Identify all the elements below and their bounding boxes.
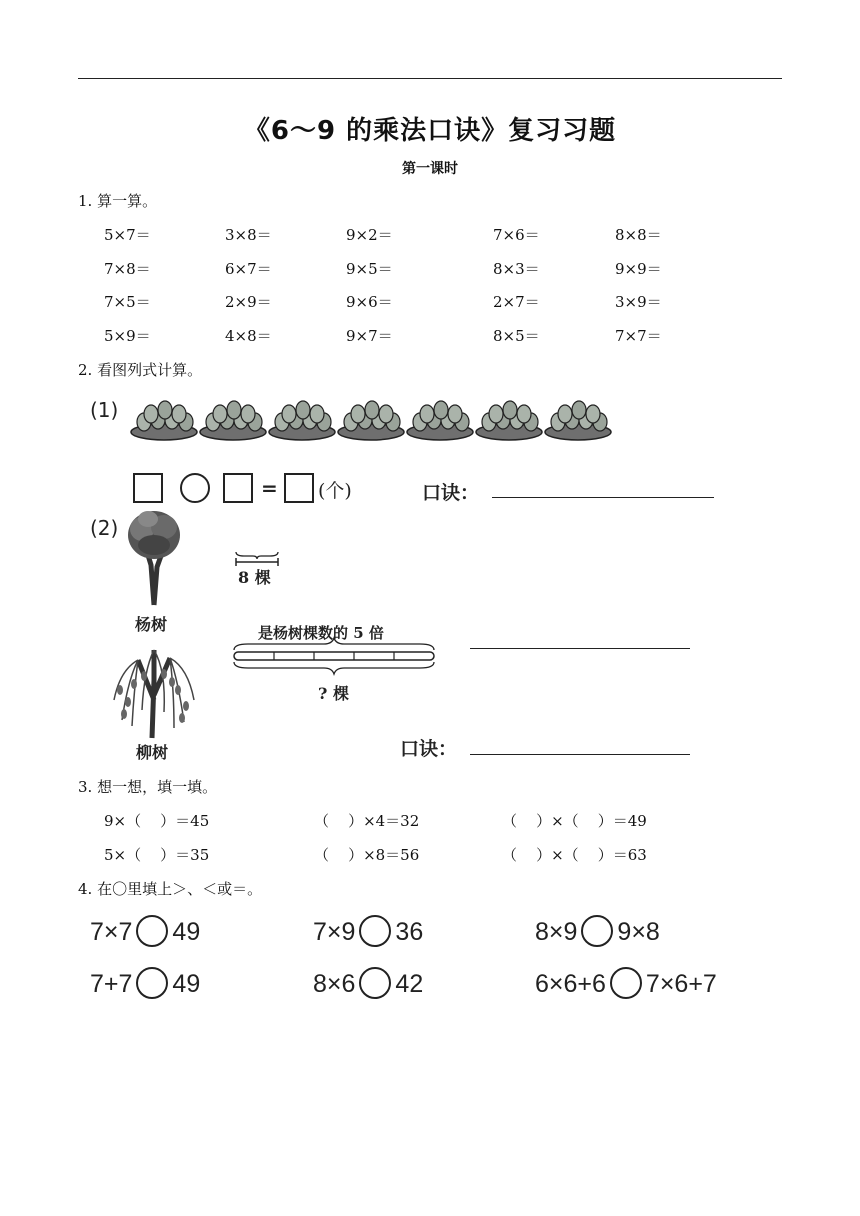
q4-left-expression: 7×7 — [90, 918, 133, 946]
q1-item: 2×9＝ — [225, 293, 272, 311]
operator-circle[interactable] — [180, 473, 210, 503]
q1-item: 4×8＝ — [225, 327, 272, 345]
pear — [586, 405, 600, 423]
poplar-label: 杨树 — [135, 615, 168, 634]
unit-label: (个) — [318, 480, 352, 502]
q4-left-expression: 8×9 — [535, 918, 578, 946]
pear — [489, 405, 503, 423]
unknown-count-label: ? 棵 — [318, 684, 349, 703]
q2-heading: 2. 看图列式计算。 — [78, 361, 203, 379]
compare-circle[interactable] — [136, 915, 168, 947]
pear — [420, 405, 434, 423]
q4-right-expression: 42 — [395, 970, 424, 998]
q1-item: 3×9＝ — [615, 293, 662, 311]
q4-right-expression: 7×6+7 — [645, 970, 717, 998]
pear — [365, 401, 379, 419]
pear — [434, 401, 448, 419]
q4-comparison — [535, 918, 660, 947]
pear — [296, 401, 310, 419]
q4-comparison — [313, 918, 423, 947]
pear — [558, 405, 572, 423]
compare-circle[interactable] — [359, 915, 391, 947]
pear — [282, 405, 296, 423]
q4-comparison — [90, 918, 200, 947]
pear — [572, 401, 586, 419]
q4-left-expression: 7+7 — [90, 970, 133, 998]
q4-left-expression: 7×9 — [313, 918, 356, 946]
q1-item: 5×9＝ — [104, 327, 151, 345]
pear — [448, 405, 462, 423]
header-rule — [78, 78, 782, 79]
q1-item: 3×8＝ — [225, 226, 272, 244]
q1-item: 7×8＝ — [104, 260, 151, 278]
q3-heading: 3. 想一想，填一填。 — [78, 778, 218, 796]
q4-right-expression: 36 — [395, 918, 424, 946]
pear — [227, 401, 241, 419]
q4-comparison — [535, 970, 717, 999]
page-title: 《6～9 的乘法口诀》复习习题 — [243, 116, 617, 146]
q1-item: 8×8＝ — [615, 226, 662, 244]
pear — [158, 401, 172, 419]
compare-circle[interactable] — [359, 967, 391, 999]
q4-right-expression: 49 — [172, 970, 201, 998]
q1-item: 9×5＝ — [346, 260, 393, 278]
q4-left-expression: 8×6 — [313, 970, 356, 998]
page-subtitle: 第一课时 — [402, 161, 458, 177]
poplar-tree-icon — [118, 505, 190, 615]
rhyme-label-1: 口诀： — [422, 482, 480, 504]
q3-item[interactable]: （ ）×4＝32 — [314, 812, 420, 830]
pear — [310, 405, 324, 423]
q1-item: 7×6＝ — [493, 226, 540, 244]
relation-label: 是杨树棵数的 5 倍 — [258, 624, 384, 642]
compare-circle[interactable] — [136, 967, 168, 999]
equals-sign: = — [261, 476, 278, 500]
plates-group — [131, 401, 611, 440]
poplar-count-label: 8 棵 — [238, 568, 271, 587]
pear — [351, 405, 365, 423]
pear — [144, 405, 158, 423]
q3-item[interactable]: 5×（ ）＝35 — [104, 846, 210, 864]
q1-item: 9×6＝ — [346, 293, 393, 311]
compare-circle[interactable] — [610, 967, 642, 999]
answer-box-1[interactable] — [133, 473, 163, 503]
q1-item: 8×5＝ — [493, 327, 540, 345]
q4-left-expression: 6×6+6 — [535, 970, 606, 998]
rhyme-answer-line-1[interactable] — [492, 497, 714, 498]
q1-item: 9×9＝ — [615, 260, 662, 278]
q1-item: 9×2＝ — [346, 226, 393, 244]
rhyme-answer-line-2[interactable] — [470, 754, 690, 755]
answer-box-3[interactable] — [284, 473, 314, 503]
compare-circle[interactable] — [581, 915, 613, 947]
pear — [172, 405, 186, 423]
q1-item: 5×7＝ — [104, 226, 151, 244]
q4-heading: 4. 在〇里填上＞、＜或＝。 — [78, 880, 263, 898]
q4-comparison — [90, 970, 200, 999]
pear — [517, 405, 531, 423]
q3-item[interactable]: （ ）×8＝56 — [314, 846, 420, 864]
equation-answer-line[interactable] — [470, 648, 690, 649]
q4-right-expression: 9×8 — [617, 918, 660, 946]
q2-part2-label: (2) — [90, 516, 119, 540]
q3-item[interactable]: （ ）×（ ）＝63 — [502, 846, 647, 864]
pear-plates-illustration — [120, 392, 620, 452]
q1-item: 9×7＝ — [346, 327, 393, 345]
willow-label: 柳树 — [136, 743, 169, 762]
answer-box-2[interactable] — [223, 473, 253, 503]
pear — [213, 405, 227, 423]
q1-item: 2×7＝ — [493, 293, 540, 311]
q4-comparison — [313, 970, 423, 999]
q1-item: 7×7＝ — [615, 327, 662, 345]
q1-item: 6×7＝ — [225, 260, 272, 278]
pear — [241, 405, 255, 423]
willow-tree-icon — [108, 640, 200, 740]
pear — [503, 401, 517, 419]
q3-item[interactable]: 9×（ ）＝45 — [104, 812, 210, 830]
pear — [379, 405, 393, 423]
q2-part1-label: (1) — [90, 398, 119, 422]
q1-heading: 1. 算一算。 — [78, 192, 158, 210]
q3-item[interactable]: （ ）×（ ）＝49 — [502, 812, 647, 830]
q1-item: 8×3＝ — [493, 260, 540, 278]
rhyme-label-2: 口诀： — [400, 738, 458, 760]
q1-item: 7×5＝ — [104, 293, 151, 311]
q4-right-expression: 49 — [172, 918, 201, 946]
